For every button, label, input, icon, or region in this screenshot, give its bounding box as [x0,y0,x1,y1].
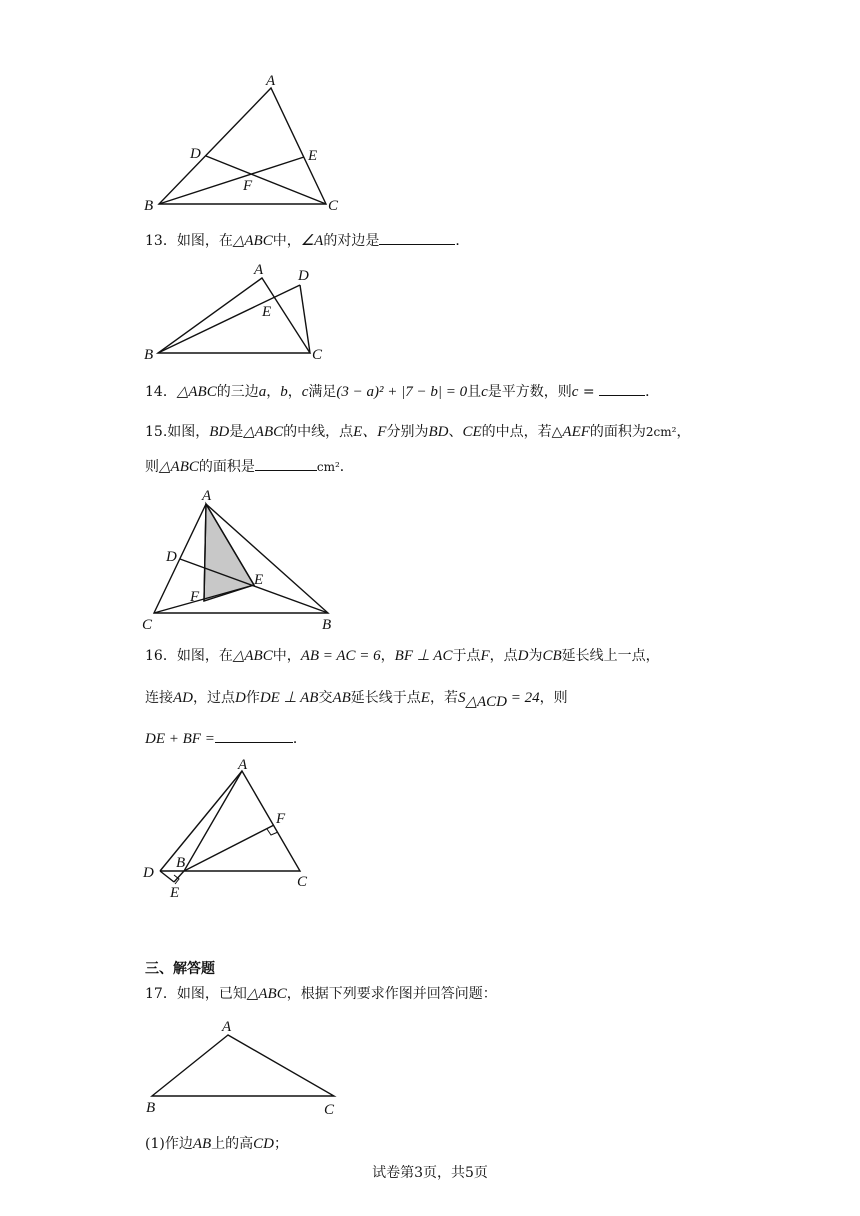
q16-answer-blank[interactable] [215,728,293,743]
q15-unit: cm² [316,460,340,474]
q15-text5: 的中点，若△ [481,424,563,440]
q16-ab: AB [332,690,351,706]
question-16-line2 [145,688,568,714]
q16-f: F [480,648,490,664]
q17-triangle: △ABC [246,986,287,1002]
q14-triangle: △ABC [176,384,217,400]
label-f: F [276,811,286,827]
q15-area: 2cm² [645,425,677,439]
q15-ef: E、F [353,424,387,440]
q16-e: E [420,690,430,706]
figure-q13-svg [140,258,350,368]
label-d: D [143,865,154,881]
q15-aef: AEF [562,424,590,440]
q15-text2: 是 [229,424,244,440]
q16-l2c: 作 [245,690,260,706]
question-16 [145,646,660,666]
label-a: A [266,73,276,89]
q16-triangle: △ABC [232,648,273,664]
label-e: E [170,885,180,901]
q15-ce: CE [462,424,482,440]
question-14 [145,381,659,402]
q13-end: ． [455,233,470,249]
q16-l1c: ， [380,648,395,664]
q16-l1b: 中， [272,648,301,664]
q15-text4: 分别为 [386,424,429,440]
q16-l3: DE + BF = [145,731,215,747]
figure-q15-svg [140,485,350,635]
q13-text-mid: 中， [272,233,301,249]
q17-sub1-cd: CD [253,1136,275,1152]
q16-ad: AD [173,690,193,706]
q14-answer-blank[interactable] [599,381,645,396]
label-b: B [144,347,154,363]
q17-text2: ，根据下列要求作图并回答问题： [286,986,497,1002]
figure-q16 [140,755,340,905]
question-15-line2 [145,456,354,477]
label-e: E [308,148,318,164]
segment-da [160,771,242,871]
question-13 [145,230,469,251]
q14-c3: c [571,384,579,400]
figure-q12-svg [140,70,350,220]
q15-line2-pre: 则 [145,459,159,475]
q14-formula: (3 − a)² + |7 − b| = 0 [336,384,468,400]
label-b: B [176,855,186,871]
q13-text-post: 的对边是 [323,233,380,249]
q14-text4: 是平方数，则 [487,384,572,400]
label-d: D [166,549,177,565]
label-a: A [202,488,212,504]
q14-text2: 满足 [308,384,337,400]
q17-text1: 如图，已知 [176,986,247,1002]
q14-b: b [280,384,288,400]
figure-q17 [140,1012,350,1122]
label-a: A [222,1019,232,1035]
page-footer: 试卷第3页，共5页 [372,1165,488,1181]
q17-number: 17． [145,986,177,1002]
q16-d2: D [235,690,246,706]
q14-eq: = [578,384,600,400]
question-15 [145,422,690,442]
label-d: D [190,146,201,162]
label-f: F [190,589,200,605]
q16-l1e: ，点 [489,648,518,664]
q16-l2b: ，过点 [193,690,235,706]
label-a: A [238,757,248,773]
q15-answer-blank[interactable] [255,456,317,471]
q15-bd: BD [209,424,230,440]
q15-bd2: BD [428,424,449,440]
label-c: C [328,198,339,214]
segment-bd [158,285,300,353]
label-c: C [312,347,323,363]
figure-q16-svg [140,755,340,905]
q16-l2f: ，若 [429,690,458,706]
q16-perp: BF ⊥ AC [394,648,453,664]
q16-s: S [457,690,466,706]
q15-text6: 的面积为 [589,424,646,440]
label-c: C [142,617,153,633]
q15-sep: 、 [448,424,463,440]
section-3-title: 三、解答题 [145,961,215,977]
q14-sep2: ， [287,384,302,400]
figure-q17-svg [140,1012,350,1122]
q16-l2e: 延长线于点 [350,690,421,706]
q13-answer-blank[interactable] [379,230,455,245]
q17-sub1-ab: AB [192,1136,212,1152]
q16-l1f: 为 [528,648,543,664]
q16-number: 16． [145,648,177,664]
triangle-abc [152,1035,334,1096]
label-a: A [254,262,264,278]
segment-de [160,871,174,882]
q14-text3: 且 [467,384,482,400]
q16-eq2: = 24 [507,690,540,706]
label-d: D [298,268,309,284]
q15-text1: 如图， [167,424,210,440]
question-17 [145,984,497,1004]
q17-sub1-num: (1) [145,1136,165,1152]
q15-triangle: △ABC [243,424,284,440]
q13-number: 13． [145,233,177,249]
q14-text1: 的三边 [216,384,259,400]
triangle-abc [154,504,328,613]
q16-sub: △ACD [465,693,508,710]
q17-sub1-end: ； [274,1136,289,1152]
label-f: F [243,178,253,194]
segment-dc [300,285,310,353]
q14-number: 14． [145,384,177,400]
q16-eq1: AB = AC = 6 [300,648,381,664]
q16-l2d: 交 [318,690,333,706]
q14-c2: c [481,384,488,400]
q15-end: ． [339,459,354,475]
label-c: C [324,1102,335,1118]
q16-l1a: 如图，在 [176,648,233,664]
q16-l1g: 延长线上一点， [561,648,660,664]
q15-triangle2: △ABC [159,459,199,475]
figure-q12 [140,70,350,220]
label-c: C [297,874,308,890]
figure-q15 [140,485,350,635]
q13-text: 如图，在 [176,233,233,249]
q16-perp2: DE ⊥ AB [259,690,319,706]
label-b: B [144,198,154,214]
q16-l1d: 于点 [452,648,481,664]
q15-text7: ， [676,424,691,440]
q16-cb: CB [542,648,562,664]
q14-sep1: ， [266,384,281,400]
q16-l2g: ，则 [539,690,568,706]
q13-triangle: △ABC [232,233,273,249]
q15-line2-mid: 的面积是 [198,459,255,475]
question-16-line3 [145,728,307,749]
q17-sub1-text: 作边 [164,1136,193,1152]
figure-q13 [140,258,350,368]
q15-text3: 的中线，点 [283,424,354,440]
q16-l2a: 连接 [145,690,173,706]
label-b: B [146,1100,156,1116]
q14-a: a [258,384,267,400]
label-b: B [322,617,332,633]
q17-sub1-text2: 上的高 [211,1136,254,1152]
q16-d: D [517,648,529,664]
q14-end: ． [645,384,660,400]
question-17-part1 [145,1134,288,1154]
q15-number: 15. [145,424,168,440]
q13-angle: ∠A [300,233,324,249]
q16-end: ． [292,731,307,747]
label-e: E [262,304,272,320]
q14-c: c [301,384,309,400]
label-e: E [254,572,264,588]
